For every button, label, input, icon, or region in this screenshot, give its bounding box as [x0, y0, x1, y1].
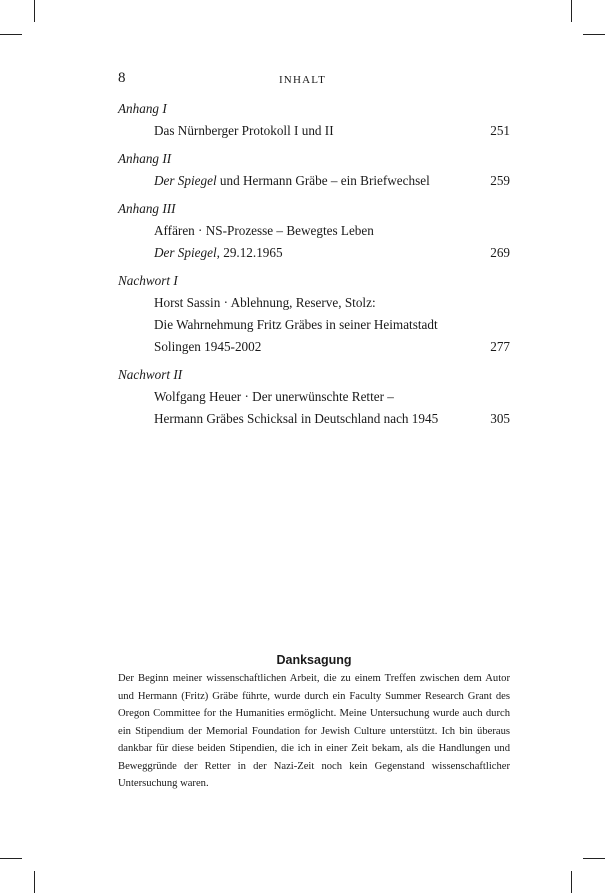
toc-entry [118, 292, 510, 314]
toc-entry [118, 386, 510, 408]
toc-entry-title: Horst Sassin · Ablehnung, Reserve, Stolz: [154, 295, 376, 310]
toc-entry [118, 120, 510, 142]
crop-mark [0, 858, 22, 859]
toc-entry-page: 259 [490, 173, 510, 188]
toc-entry-page: 277 [490, 339, 510, 354]
toc-entry-title: Affären · NS-Prozesse – Bewegtes Leben [154, 223, 374, 238]
toc-section [118, 270, 510, 358]
crop-mark [583, 34, 605, 35]
toc-entry-page [480, 292, 510, 314]
toc-entry-title: Solingen 1945-2002 [154, 339, 262, 354]
crop-mark [0, 34, 22, 35]
toc-entry-title [154, 242, 480, 264]
acknowledgement [118, 653, 510, 793]
toc-entry-title-rest: , 29.12.1965 [216, 245, 283, 260]
toc-entry-page [480, 314, 510, 336]
toc-entry-title: Das Nürnberger Protokoll I und II [154, 123, 334, 138]
toc-entry-title: Die Wahrnehmung Fritz Gräbes in seiner Heimatstadt [154, 317, 438, 332]
toc-entry-title: Wolfgang Heuer · Der unerwünschte Retter – [154, 389, 394, 404]
toc-entry-title: Hermann Gräbes Schicksal in Deutschland nach 1945 [154, 411, 439, 426]
crop-mark [571, 0, 572, 22]
toc-entry-page [480, 386, 510, 408]
toc-section-heading: Nachwort I [118, 273, 178, 288]
toc-entry [118, 170, 510, 192]
running-head: INHALT [278, 74, 327, 86]
toc-entry-title [154, 170, 480, 192]
table-of-contents [118, 98, 510, 436]
toc-entry [118, 336, 510, 358]
toc-section-heading: Nachwort II [118, 367, 183, 382]
crop-mark [583, 858, 605, 859]
toc-section [118, 198, 510, 264]
toc-section [118, 148, 510, 192]
toc-entry-title-italic: Der Spiegel [154, 245, 217, 260]
toc-entry-page [480, 220, 510, 242]
toc-section [118, 98, 510, 142]
crop-mark [34, 871, 35, 893]
toc-entry [118, 408, 510, 430]
toc-section [118, 364, 510, 430]
crop-mark [571, 871, 572, 893]
acknowledgement-title: Danksagung [276, 653, 352, 667]
toc-entry [118, 220, 510, 242]
toc-section-heading: Anhang III [118, 201, 176, 216]
crop-mark [34, 0, 35, 22]
toc-entry [118, 314, 510, 336]
toc-entry [118, 242, 510, 264]
toc-section-heading: Anhang II [118, 151, 172, 166]
toc-section-heading: Anhang I [118, 101, 167, 116]
toc-entry-page: 305 [490, 411, 510, 426]
toc-entry-page: 269 [490, 245, 510, 260]
toc-entry-title-italic: Der Spiegel [154, 173, 217, 188]
acknowledgement-text: Der Beginn meiner wissenschaftlichen Arbeit, die zu einem Treffen zwischen dem Autor und Hermann (Fritz) Gräbe führte, wurde durch ein Faculty Summer Research Grant des Oregon Committee for the Humanities ermöglicht. Meine Untersuchung wurde auch durch ein Stipendium der Memorial Foundation for Jewish Culture unterstützt. Ich bin überaus dankbar für diese beiden Stipendien, die ich in einer Zeit bekam, als die Handlungen und Beweggründe der Retter in der Nazi-Zeit noch kein Gegenstand wissenschaftlicher Untersuchung waren. [118, 673, 510, 789]
toc-entry-title-rest: und Hermann Gräbe – ein Briefwechsel [216, 173, 430, 188]
toc-entry-page: 251 [490, 123, 510, 138]
page-number: 8 [118, 70, 126, 86]
